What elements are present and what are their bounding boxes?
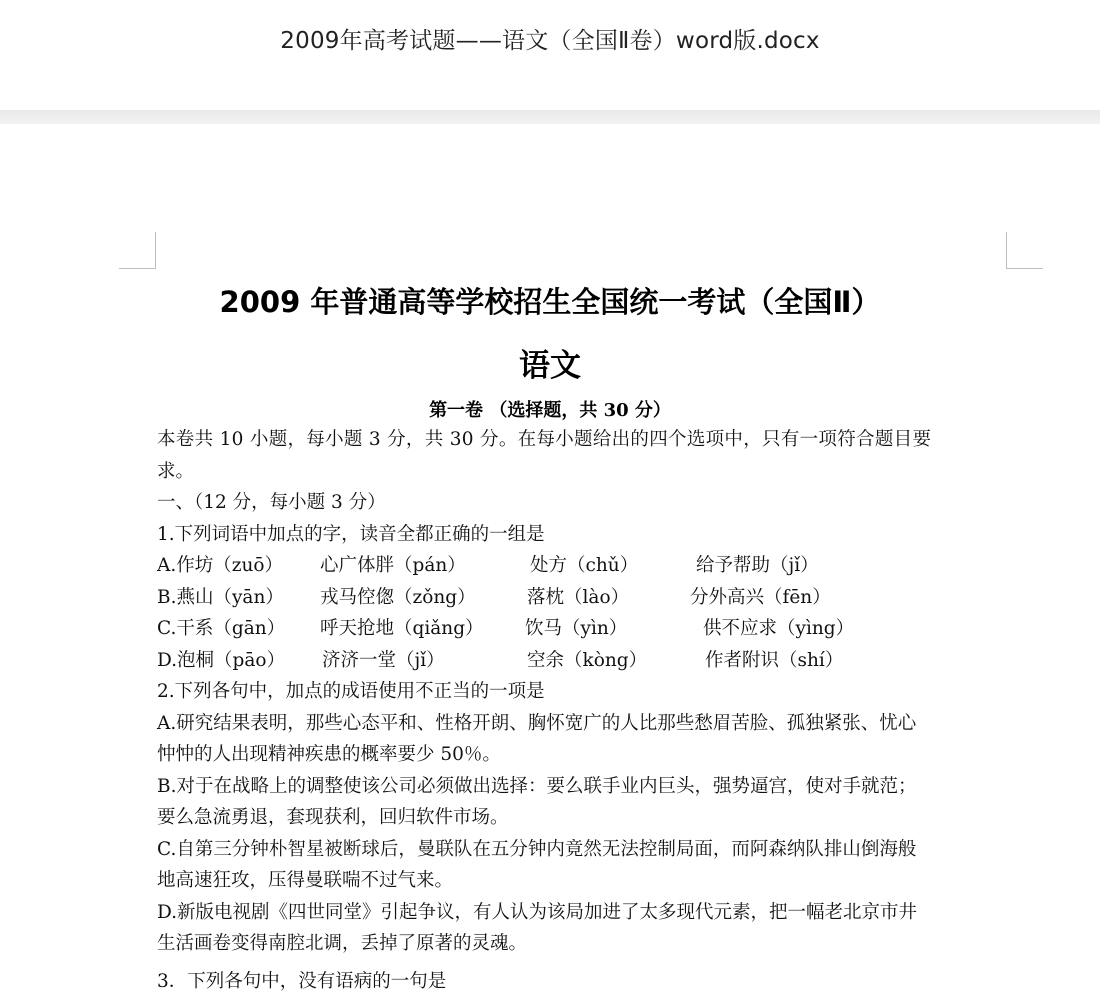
question-stem: 2.下列各句中，加点的成语使用不正当的一项是 (157, 676, 1017, 708)
option-item: 处方（chǔ） (530, 550, 696, 582)
crop-mark-top-left (119, 232, 156, 269)
subject-title: 语文 (0, 340, 1100, 385)
document-body (157, 424, 1017, 997)
question-stem: 1.下列词语中加点的字，读音全都正确的一组是 (157, 519, 1017, 551)
option-text: 要么急流勇退，套现获利，回归软件市场。 (157, 802, 1017, 834)
option-text: 地高速狂攻，压得曼联喘不过气来。 (157, 865, 1017, 897)
option-item: C.干系（gān） (157, 613, 320, 645)
option-text: 生活画卷变得南腔北调，丢掉了原著的灵魂。 (157, 928, 1017, 960)
option-row (157, 645, 1017, 677)
instructions-line: 本卷共 10 小题，每小题 3 分，共 30 分。在每小题给出的四个选项中，只有一项符合题目要 (157, 424, 1017, 456)
option-item: 供不应求（yìng） (703, 613, 854, 645)
option-text: C.自第三分钟朴智星被断球后，曼联队在五分钟内竟然无法控制局面，而阿森纳队排山倒海般 (157, 834, 1017, 866)
option-row (157, 550, 1017, 582)
document-filename: 2009年高考试题——语文（全国Ⅱ卷）word版.docx (0, 22, 1100, 55)
section-title: 第一卷 （选择题，共 30 分） (0, 396, 1100, 422)
option-text: A.研究结果表明，那些心态平和、性格开朗、胸怀宽广的人比那些愁眉苦脸、孤独紧张、忧心 (157, 708, 1017, 740)
question-stem: 3．下列各句中，没有语病的一句是 (157, 966, 1017, 997)
option-text: 忡忡的人出现精神疾患的概率要少 50％。 (157, 739, 1017, 771)
option-item: 给予帮助（jǐ） (696, 550, 819, 582)
part-heading: 一、（12 分，每小题 3 分） (157, 487, 1017, 519)
option-item: 戎马倥偬（zǒng） (320, 582, 527, 614)
page-separator (0, 110, 1100, 124)
option-item: 饮马（yìn） (525, 613, 703, 645)
option-item: 空余（kòng） (527, 645, 705, 677)
option-item: B.燕山（yān） (157, 582, 320, 614)
option-item: 心广体胖（pán） (320, 550, 530, 582)
option-text: B.对于在战略上的调整使该公司必须做出选择：要么联手业内巨头，强势逼宫，使对手就范； (157, 771, 1017, 803)
option-item: 呼天抢地（qiǎng） (320, 613, 525, 645)
exam-title: 2009 年普通高等学校招生全国统一考试（全国Ⅱ） (0, 280, 1100, 321)
option-item: D.泡桐（pāo） (157, 645, 322, 677)
option-row (157, 613, 1017, 645)
option-item: 济济一堂（jǐ） (322, 645, 527, 677)
option-item: 分外高兴（fēn） (690, 582, 831, 614)
document-page (0, 124, 1100, 990)
option-item: 作者附识（shí） (705, 645, 843, 677)
instructions-line: 求。 (157, 456, 1017, 488)
option-item: 落枕（lào） (527, 582, 690, 614)
window-titlebar (0, 0, 1100, 110)
crop-mark-top-right (1006, 232, 1043, 269)
option-item: A.作坊（zuō） (157, 550, 320, 582)
option-text: D.新版电视剧《四世同堂》引起争议，有人认为该局加进了太多现代元素，把一幅老北京市井 (157, 897, 1017, 929)
option-row (157, 582, 1017, 614)
